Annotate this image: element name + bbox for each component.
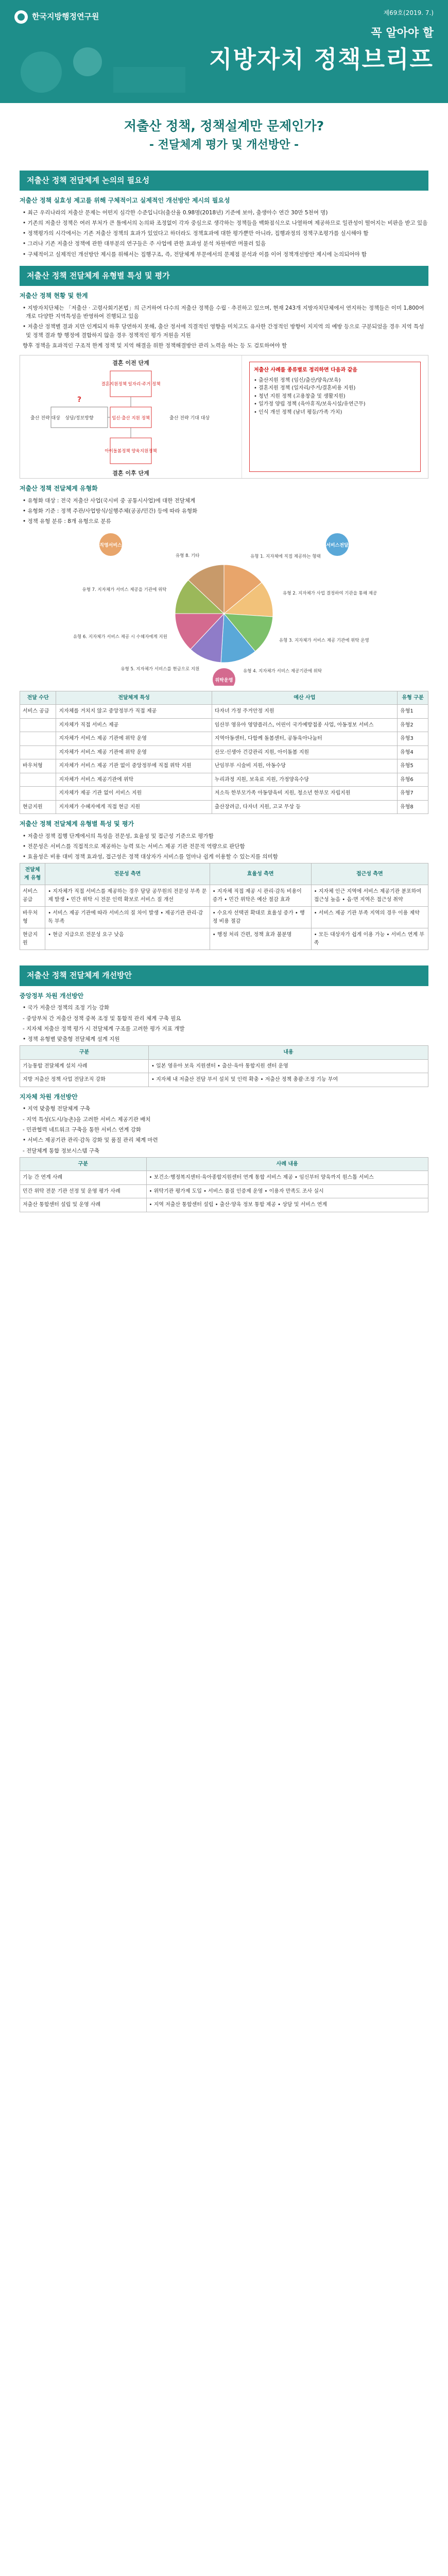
brief-header	[0, 0, 448, 103]
table-cell: 유형4	[398, 745, 428, 759]
pie-slice-label: 유형 1. 지자체에 직접 제공하는 형태	[250, 553, 321, 559]
table-row	[20, 800, 428, 814]
table-cell: 지자체가 서비스 제공 기관에 위탁 운영	[56, 732, 212, 746]
paragraph: • 국가 저출산 정책의 조정 기능 강화	[23, 1005, 110, 1011]
table-cell: 바우처형	[20, 907, 45, 928]
delivery-type-table	[20, 691, 428, 815]
table-cell	[20, 718, 56, 732]
table-cell: • 일본 영유아 보육 지원센터 • 출산·육아 통합지원 센터 운영	[149, 1059, 428, 1073]
paragraph: • 저출산 정책 집행 단계에서의 특성을 전문성, 효율성 및 접근성 기준으로 평가함	[23, 833, 214, 839]
table-cell: 유형8	[398, 800, 428, 814]
table-cell: • 위탁기관 평가제 도입 • 서비스 품질 인증제 운영 • 이용자 만족도 조사 실시	[146, 1184, 428, 1198]
table-cell: 유형2	[398, 718, 428, 732]
table-1-body	[20, 705, 428, 814]
table-header-cell: 내용	[149, 1046, 428, 1060]
diagram-right-label: 출산 전략 기대 대상	[169, 416, 210, 421]
central-gov-table	[20, 1045, 428, 1087]
table-cell: 누리과정 지원, 보육료 지원, 가정양육수당	[212, 773, 397, 787]
policy-types-title: 저출산 사례를 종류별로 정리하면 다음과 같음	[254, 367, 357, 374]
pie-slice-label: 유형 8. 기타	[175, 553, 200, 558]
table-row	[20, 1171, 428, 1185]
paragraph: • 정책 유형별 맞춤형 전달체계 설계 지원	[23, 1036, 120, 1043]
table-header-cell: 유형 구분	[398, 691, 428, 705]
local-gov-table	[20, 1157, 428, 1212]
paragraph: • 전문성은 서비스를 직접적으로 제공하는 능력 또는 서비스 제공 기관 전문적 역량으로 판단함	[23, 843, 245, 850]
table-cell: 임산부 영유아 영양플러스, 어린이 국가예방접종 사업, 아동정보 서비스	[212, 718, 397, 732]
policy-type-item: • 인식 개선 정책 (남녀 평등/가족 가치)	[254, 409, 342, 415]
diagram-top-label: 결혼 이전 단계	[112, 360, 149, 367]
table-cell: 지자체가 서비스 제공 기관 없이 중앙정부에 직접 위탁 지원	[56, 759, 212, 773]
table-cell: 서비스 공급	[20, 885, 45, 907]
table-row	[20, 705, 428, 719]
doc-title	[0, 103, 448, 163]
pie-slice-label: 유형 3. 지자체가 서비스 제공 기관에 위탁 운영	[279, 638, 369, 643]
section-3-heading: 저출산 정책 전달체계 개선방안	[20, 965, 428, 986]
diagram-node-1-text: 결혼지원정책 일자리·주거 정책	[101, 382, 161, 387]
paragraph: • 서비스 제공기관 관리·감독 강화 및 품질 관리 체계 마련	[23, 1137, 158, 1144]
paragraph: • 최근 우리나라의 저출산 문제는 어떤지 심각한 수준입니다(출산율 0.98명(2018년) 기준에 보아, 출생아수 연간 30만 5천여 명)	[23, 209, 328, 216]
table-header-cell: 구분	[20, 1046, 149, 1060]
pie-slice-label: 유형 6. 지자체가 서비스 제공 시 수혜자에게 지원	[73, 634, 167, 640]
table-cell: • 지자체 내 저출산 전담 부서 설치 및 인력 확충 • 저출산 정책 총괄·조정 기능 부여	[149, 1073, 428, 1087]
table-cell	[20, 745, 56, 759]
table-1-header	[20, 691, 428, 705]
section-3-paragraphs	[20, 1004, 428, 1043]
policy-type-item: • 일가정 양립 정책 (육아휴직/보육시설/유연근무)	[254, 401, 366, 408]
table-row	[20, 718, 428, 732]
table-cell: 저출산 통합센터 설립 및 운영 사례	[20, 1198, 147, 1212]
pie-chart-wrap	[20, 531, 428, 686]
section-2	[0, 266, 448, 950]
table-cell: 지자체가 서비스 제공 기관에 위탁 운영	[56, 745, 212, 759]
evaluation-table	[20, 863, 428, 950]
table-cell: 산모·신생아 건강관리 지원, 아이돌봄 지원	[212, 745, 397, 759]
table-cell: 지자체가 서비스 제공기관에 위탁	[56, 773, 212, 787]
section-2-paragraphs	[20, 304, 428, 340]
header-decoration	[10, 31, 196, 98]
pie-slice-label: 유형 4. 지자체가 서비스 제공기관에 위탁	[243, 668, 322, 674]
table-cell: • 현금 지급으로 전문성 요구 낮음	[45, 928, 210, 950]
table-row	[20, 1059, 428, 1073]
org-name: 한국지방행정연구원	[32, 12, 99, 22]
table-cell	[20, 732, 56, 746]
table-4-header	[20, 1157, 428, 1171]
table-cell: • 서비스 제공 기관에 따라 서비스의 질 차이 발생 • 제공기관 관리·감독 부족	[45, 907, 210, 928]
paragraph: • 기존의 저출산 정책은 여러 부처가 큰 틀에서의 논의와 조정없이 각자 중심으로 생각하는 정책들을 백화점식으로 나열하며 제공하므로 일관성이 떨어지는 비판을 받고 있음	[23, 219, 428, 226]
table-cell	[20, 773, 56, 787]
section-3	[0, 965, 448, 1212]
table-row	[20, 928, 428, 950]
section-1-subheading: 저출산 정책 실효성 제고를 위해 구체적이고 실제적인 개선방안 제시의 필요성	[20, 197, 230, 205]
table-row	[20, 885, 428, 907]
policy-diagram	[20, 355, 428, 479]
table-header-cell: 예산 사업	[212, 691, 397, 705]
table-cell: 기능통합 전달체계 설치 사례	[20, 1059, 149, 1073]
table-cell: 바우처형	[20, 759, 56, 773]
table-header-cell: 전달체계 특성	[56, 691, 212, 705]
paragraph: • 지방자치단체는 「저출산 · 고령사회기본법」의 근거하여 다수의 저출산 정책을 수립 · 추진하고 있으며, 현재 243개 지방자치단체에서 연지하는 정책들은 이미 1,800여 개로 다양한 지역특성을 반영하여 진행되고 있음	[23, 304, 424, 320]
table-cell	[20, 787, 56, 801]
diagram-right	[242, 355, 428, 478]
paragraph: - 민관협력 네트워크 구축을 통한 서비스 연계 강화	[23, 1127, 142, 1133]
diagram-bottom-label: 결혼 이후 단계	[112, 470, 149, 477]
brief-title: 지방자치 정책브리프	[209, 45, 434, 73]
diagram-left	[20, 355, 242, 478]
table-cell: 다자녀 가정 주거안정 지원	[212, 705, 397, 719]
section-2-heading: 저출산 정책 전달체계 유형별 특성 및 평가	[20, 266, 428, 286]
table-cell: • 지자체가 직접 서비스를 제공하는 경우 담당 공무원의 전문성 부족 문제 발생 • 민간 위탁 시 전문 인력 확보로 서비스 질 개선	[45, 885, 210, 907]
legend-label: 위탁운영	[215, 677, 233, 683]
table-2-body	[20, 885, 428, 950]
diagram-left-label: 출산 전략 대상	[30, 416, 60, 421]
section-3-subheading: 중앙정부 차원 개선방안	[20, 992, 84, 999]
table-cell: 난임부부 시술비 지원, 아동수당	[212, 759, 397, 773]
table-cell: • 모든 대상자가 쉽게 이용 가능 • 서비스 연계 부족	[311, 928, 428, 950]
table-row	[20, 745, 428, 759]
logo-icon	[14, 10, 28, 24]
doc-title-sub: - 전달체계 평가 및 개선방안 -	[149, 138, 299, 151]
section-2-subheading: 저출산 정책 현황 및 한계	[20, 292, 88, 300]
table-header-cell: 전문성 측면	[45, 863, 210, 885]
table-cell: • 행정 처리 간편, 정책 효과 불분명	[210, 928, 311, 950]
section-4-subheading: 지자체 차원 개선방안	[20, 1093, 78, 1100]
paragraph: • 유형화 기준 : 정책 주관/사업방식/실행주체(공공/민간) 등에 따라 유형화	[23, 508, 198, 515]
paragraph: • 유형화 대상 : 전국 저출산 사업(국시비 중 공통시사업)에 대한 전달체계	[23, 497, 196, 504]
diagram-node-3-text: 아이돌봄정책 양육지원정책	[105, 449, 157, 454]
section-1-heading: 저출산 정책 전달체계 논의의 필요성	[20, 171, 428, 191]
policy-type-item: • 결혼지원 정책 (일자리/주거/결혼비용 지원)	[254, 385, 356, 392]
table-header-cell: 구분	[20, 1157, 147, 1171]
table-4-body	[20, 1171, 428, 1212]
paragraph: • 지역 맞춤형 전달체계 구축	[23, 1106, 91, 1112]
table-row	[20, 907, 428, 928]
table-cell: 유형3	[398, 732, 428, 746]
table-cell: 지자체를 거치지 않고 중앙정부가 직접 제공	[56, 705, 212, 719]
diagram-svg	[20, 355, 242, 479]
table-cell: • 서비스 제공 기관 부족 지역의 경우 이용 제약	[311, 907, 428, 928]
org-logo	[14, 10, 99, 24]
evaluation-paragraphs	[20, 832, 428, 861]
paragraph: - 지역 특성(도시/농촌)을 고려한 서비스 제공기관 배치	[23, 1116, 151, 1123]
table-cell: 지자체가 직접 서비스 제공	[56, 718, 212, 732]
table-row	[20, 1073, 428, 1087]
table-cell: 지자체가 수혜자에게 직접 현금 지원	[56, 800, 212, 814]
table-header-cell: 사례 내용	[146, 1157, 428, 1171]
typology-paragraphs	[20, 497, 428, 526]
table-cell: 지역아동센터, 다함께 돌봄센터, 공동육아나눔터	[212, 732, 397, 746]
doc-title-main: 저출산 정책, 정책설계만 문제인가?	[124, 118, 324, 133]
pie-slice-label: 유형 7. 지자체가 서비스 제공을 기관에 위탁	[82, 587, 167, 592]
table-row	[20, 759, 428, 773]
table-row	[20, 787, 428, 801]
table-header-cell: 전달체계 유형	[20, 863, 45, 885]
policy-types-list	[254, 377, 416, 417]
table-header-cell: 접근성 측면	[311, 863, 428, 885]
diagram-center-text: 상담/정보방향	[65, 416, 94, 421]
policy-type-item: • 청년 지원 정책 (고용창출 및 생활지원)	[254, 393, 346, 399]
table-row	[20, 732, 428, 746]
table-cell: • 수요자 선택권 확대로 효율성 증가 • 행정 비용 절감	[210, 907, 311, 928]
paragraph: • 그러나 기존 저출산 정책에 관한 대부분의 연구들은 주 사업에 관한 효과성 분석 차원에만 머물러 있음	[23, 241, 266, 247]
table-cell: 현금지원	[20, 928, 45, 950]
table-row	[20, 1198, 428, 1212]
policy-type-item: • 출산지원 정책 (임신/출산/양육/보육)	[254, 377, 341, 383]
paragraph: • 효율성은 비용 대비 정책 효과성, 접근성은 정책 대상자가 서비스를 얼마나 쉽게 이용할 수 있는지를 의미함	[23, 854, 278, 860]
table-row	[20, 1184, 428, 1198]
delivery-type-pie-chart	[33, 531, 415, 686]
pie-slice-label: 유형 5. 지자체가 서비스를 현금으로 지원	[120, 666, 200, 672]
paragraph: - 지자체 저출산 정책 평가 시 전달체계 구조를 고려한 평가 지표 개발	[23, 1025, 185, 1032]
table-cell: • 지역 저출산 통합센터 설립 • 출산·양육 정보 통합 제공 • 상담 및 서비스 연계	[146, 1198, 428, 1212]
header-tagline: 꼭 알아야 할	[371, 27, 434, 40]
issue-number: 제69호(2019. 7.)	[383, 9, 434, 16]
paragraph: - 전달체계 통합 정보시스템 구축	[23, 1147, 99, 1154]
diagram-node-2-text: 임신·출산 지원 정책	[112, 416, 150, 421]
table-cell: • 지자체 인근 지역에 서비스 제공기관 분포하여 접근성 높음 • 읍·면 지역은 접근성 취약	[311, 885, 428, 907]
section-2-note: 향후 정책을 효과적인 구조적 한계 정책 및 지역 해결을 위한 정책해결방안 관리 노력을 하는 등 도 검토하여야 할	[23, 342, 287, 349]
table-cell: 지자체가 제공 기관 없이 서비스 지원	[56, 787, 212, 801]
paragraph: • 정책 유형 분류 : 8개 유형으로 분류	[23, 518, 111, 525]
paragraph: - 중앙부처 간 저출산 정책 중복 조정 및 통합적 관리 체계 구축 필요	[23, 1015, 181, 1022]
table-cell: • 지자체 직접 제공 시 관리·감독 비용이 증가 • 민간 위탁은 예산 절감 효과	[210, 885, 311, 907]
table-cell: 현금지원	[20, 800, 56, 814]
table-cell: 유형1	[398, 705, 428, 719]
section-1	[0, 171, 448, 259]
typology-heading: 저출산 정책 전달체계 유형화	[20, 485, 98, 493]
table-3-body	[20, 1059, 428, 1087]
table-header-cell: 효율성 측면	[210, 863, 311, 885]
table-cell: 지방 저출산 정책 사업 전담조직 강화	[20, 1073, 149, 1087]
section-1-paragraphs	[20, 209, 428, 259]
table-cell: 유형6	[398, 773, 428, 787]
paragraph: • 저출산 정책별 결과 지만 인계되지 하후 당연하지 못해, 출산 정서에 직결적인 영향을 미치고도 유사한 간정적인 방향이 지지역 의 예방 등으로 구분되었을 경우 지역 특성 및 정책 결과 향 행정에 결합하지 않을 경우 정책적인 평가 저원을 지원	[23, 324, 424, 338]
table-cell: 유형5	[398, 759, 428, 773]
policy-types-box	[249, 362, 421, 472]
table-cell: 기능 간 연계 사례	[20, 1171, 147, 1185]
table-row	[20, 773, 428, 787]
paragraph: • 구체적이고 실제적인 개선방안 제시를 위해서는 집행구조, 즉, 전달체계 부문에서의 문제점 분석과 이를 이어 정책개선방안 제시에 논의되어야 함	[23, 251, 367, 258]
paragraph: • 정책평가의 시각에서는 기존 저출산 정책의 효과가 있었다고 하더라도 정책효과에 대한 평가뿐만 아니라, 집행과정의 정책구조평가를 실시해야 함	[23, 230, 369, 237]
table-cell: 출산장려금, 다자녀 지원, 고교 무상 등	[212, 800, 397, 814]
table-2-header	[20, 863, 428, 885]
diagram-question-mark: ?	[77, 396, 82, 404]
table-cell: 서비스 공급	[20, 705, 56, 719]
table-cell: 유형7	[398, 787, 428, 801]
evaluation-heading: 저출산 정책 전달체계 유형별 특성 및 평가	[20, 820, 134, 828]
legend-label: 서비스전달	[326, 543, 349, 548]
table-cell: • 보건소·행정복지센터·육아종합지원센터 연계 통합 서비스 제공 • 임신부터 양육까지 원스톱 서비스	[146, 1171, 428, 1185]
table-3-header	[20, 1046, 428, 1060]
section-4-paragraphs	[20, 1105, 428, 1155]
pie-slice-label: 유형 2. 지자체가 사업 결정하여 기관을 통해 제공	[283, 590, 377, 596]
table-cell: 민간 위탁 전문 기관 선정 및 운영 평가 사례	[20, 1184, 147, 1198]
legend-label: 직영서비스	[99, 543, 122, 548]
table-cell: 저소득 한부모가족 아동양육비 지원, 청소년 한부모 자립지원	[212, 787, 397, 801]
table-header-cell: 전달 수단	[20, 691, 56, 705]
